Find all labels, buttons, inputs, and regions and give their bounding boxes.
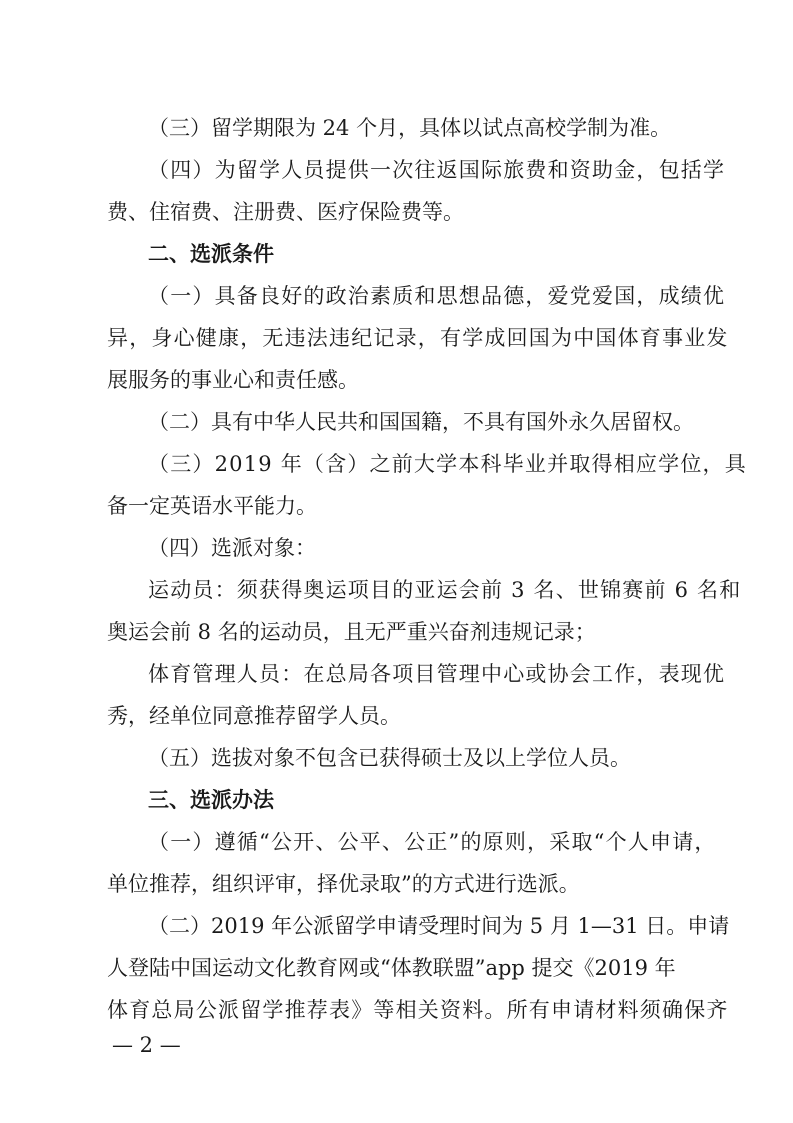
paragraph-managers: 体育管理人员：在总局各项目管理中心或协会工作，表现优	[148, 662, 726, 686]
paragraph-method-2: （二）2019 年公派留学申请受理时间为 5 月 1—31 日。申请	[148, 914, 730, 938]
paragraph-condition-1: （一）具备良好的政治素质和思想品德，爱党爱国，成绩优	[148, 284, 726, 308]
paragraph-condition-1-cont2: 展服务的事业心和责任感。	[107, 368, 359, 392]
paragraph-method-1: （一）遵循“公开、公平、公正”的原则，采取“个人申请，	[148, 830, 717, 854]
page-number: — 2 —	[112, 1033, 181, 1057]
paragraph-athletes-cont: 奥运会前 8 名的运动员，且无严重兴奋剂违规记录；	[107, 620, 596, 644]
paragraph-condition-5: （五）选拔对象不包含已获得硕士及以上学位人员。	[148, 746, 631, 770]
section-heading-selection-conditions: 二、选派条件	[148, 242, 274, 266]
paragraph-duration: （三）留学期限为 24 个月，具体以试点高校学制为准。	[148, 116, 672, 140]
paragraph-condition-1-cont: 异，身心健康，无违法违纪记录，有学成回国为中国体育事业发	[107, 326, 729, 350]
paragraph-method-2-cont2: 体育总局公派留学推荐表》等相关资料。所有申请材料须确保齐	[107, 998, 729, 1022]
paragraph-funding-cont: 费、住宿费、注册费、医疗保险费等。	[107, 200, 464, 224]
paragraph-condition-3-cont: 备一定英语水平能力。	[107, 494, 317, 518]
paragraph-condition-2: （二）具有中华人民共和国国籍，不具有国外永久居留权。	[148, 410, 694, 434]
paragraph-method-2-cont: 人登陆中国运动文化教育网或“体教联盟”app 提交《2019 年	[107, 956, 676, 980]
paragraph-method-1-cont: 单位推荐，组织评审，择优录取”的方式进行选派。	[107, 872, 580, 896]
paragraph-managers-cont: 秀，经单位同意推荐留学人员。	[107, 704, 401, 728]
section-heading-selection-methods: 三、选派办法	[148, 788, 274, 812]
paragraph-condition-3: （三）2019 年（含）之前大学本科毕业并取得相应学位，具	[148, 452, 747, 476]
paragraph-funding: （四）为留学人员提供一次往返国际旅费和资助金，包括学	[148, 158, 726, 182]
paragraph-condition-4: （四）选派对象：	[148, 536, 316, 560]
paragraph-athletes: 运动员：须获得奥运项目的亚运会前 3 名、世锦赛前 6 名和	[148, 578, 742, 602]
